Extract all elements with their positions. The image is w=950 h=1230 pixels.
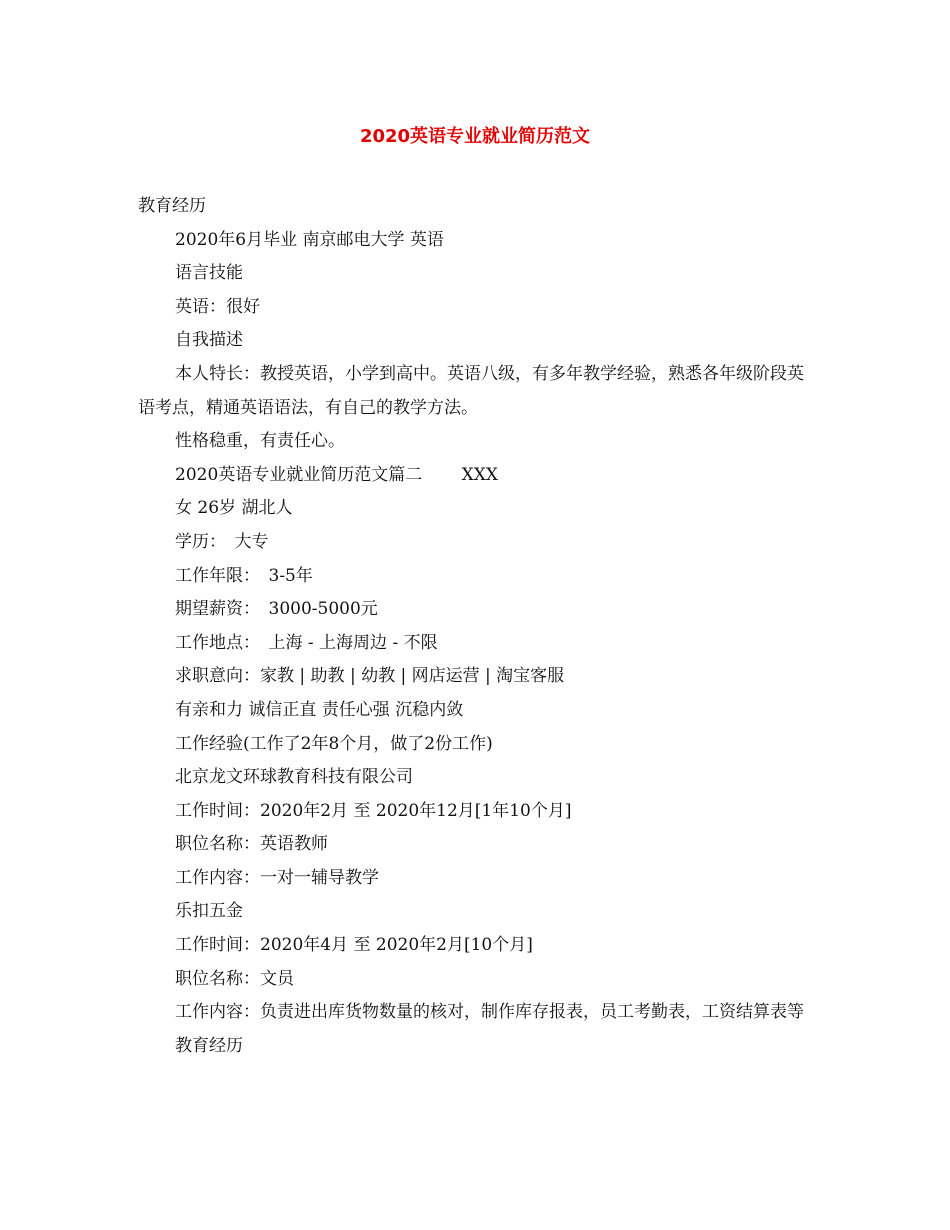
section-heading-education: 教育经历: [138, 196, 206, 216]
employer-one-time: 工作时间：2020年2月 至 2020年12月[1年10个月]: [175, 800, 572, 821]
document-title: 2020英语专业就业简历范文: [359, 126, 591, 147]
expected-salary-line: 期望薪资： 3000-5000元: [175, 599, 378, 620]
section-heading-language-skills: 语言技能: [175, 263, 243, 284]
employer-one-position: 职位名称：英语教师: [175, 834, 328, 855]
section-heading-education-2: 教育经历: [175, 1035, 243, 1056]
personal-info-line: 女 26岁 湖北人: [175, 498, 293, 519]
work-years-line: 工作年限： 3-5年: [175, 565, 313, 586]
traits-line: 有亲和力 诚信正直 责任心强 沉稳内敛: [175, 699, 464, 720]
employer-two-position: 职位名称：文员: [175, 968, 294, 989]
work-experience-heading: 工作经验(工作了2年8个月，做了2份工作): [175, 733, 493, 754]
document-body: [138, 190, 814, 1063]
sample-two-heading: 2020英语专业就业简历范文篇二 XXX: [175, 464, 498, 485]
employer-one-content: 工作内容：一对一辅导教学: [175, 867, 379, 888]
education-entry: 2020年6月毕业 南京邮电大学 英语: [175, 229, 444, 250]
personality-line: 性格稳重，有责任心。: [175, 431, 345, 452]
employer-two-content: 工作内容：负责进出库货物数量的核对，制作库存报表，员工考勤表，工资结算表等: [175, 1002, 804, 1023]
education-level-line: 学历： 大专: [175, 531, 269, 552]
section-heading-self-description: 自我描述: [175, 330, 243, 351]
job-intention-line: 求职意向：家教 | 助教 | 幼教 | 网店运营 | 淘宝客服: [175, 666, 565, 687]
work-location-line: 工作地点： 上海 - 上海周边 - 不限: [175, 632, 438, 653]
employer-two-name: 乐扣五金: [175, 901, 243, 922]
self-description-paragraph: 本人特长：教授英语，小学到高中。英语八级，有多年教学经验，熟悉各年级阶段英语考点，精通英语语法，有自己的教学方法。: [138, 363, 804, 418]
employer-two-time: 工作时间：2020年4月 至 2020年2月[10个月]: [175, 935, 533, 956]
language-skill-english: 英语：很好: [175, 296, 260, 317]
employer-one-name: 北京龙文环球教育科技有限公司: [175, 767, 413, 788]
